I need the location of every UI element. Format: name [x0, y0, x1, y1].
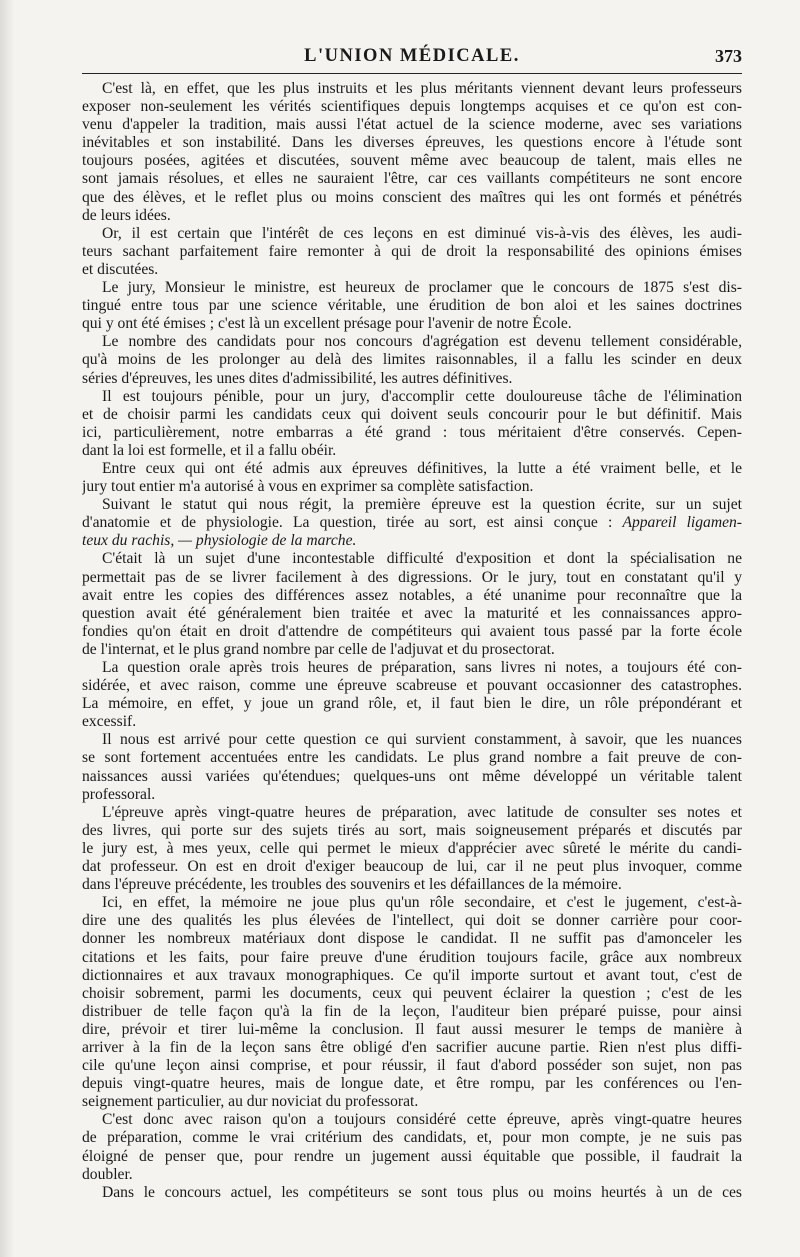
text-line: séries d'épreuves, les unes dites d'admissibilité, les autres définitives. — [82, 369, 513, 387]
text-line: teurs sachant parfaitement faire remonter à qui de droit la responsabilité des opinions émises — [82, 242, 742, 260]
text-line: question avait été généralement bien traitée et avec la maturité et les connaissances appro- — [82, 604, 742, 622]
text-line: des livres, qui porte sur des sujets tirés au sort, mais soigneusement préparés et discutés par — [82, 821, 742, 839]
text-line: toujours posées, agitées et discutées, souvent même avec beaucoup de talent, mais elles ne — [82, 152, 742, 170]
text-line: naissances aussi variées qu'étendues; quelques-uns ont même développé un véritable talent — [82, 767, 742, 785]
text-line: ici, particulièrement, notre embarras a été grand : tous méritaient d'être conservés. Cepen- — [82, 423, 742, 441]
header-rule — [82, 73, 742, 74]
text-line: seignement particulier, au dur noviciat du professorat. — [82, 1093, 419, 1111]
text-line: Le nombre des candidats pour nos concours d'agrégation est devenu tellement considérable, — [102, 333, 742, 351]
text-line: Suivant le statut qui nous régit, la première épreuve est la question écrite, sur un sujet — [102, 496, 742, 514]
body-text — [82, 80, 742, 1202]
text-line: de préparation, comme le vrai critérium des candidats, et, pour mon compte, je ne suis pas — [82, 1129, 742, 1147]
running-head: L'UNION MÉDICALE. — [304, 46, 520, 66]
text-line: sont jamais résolues, et elles ne sauraient l'être, car ces vaillants compétiteurs ne sont encore — [82, 170, 742, 188]
text-line: Ici, en effet, la mémoire ne joue plus qu'un rôle secondaire, et c'est le jugement, c'est-à- — [102, 894, 742, 912]
text-line: C'est là, en effet, que les plus instruits et les plus méritants viennent devant leurs professeurs — [102, 80, 742, 97]
text-line: tingué entre tous par une science véritable, une érudition de bon aloi et les saines doctrines — [82, 297, 742, 315]
text-line: et discutées. — [82, 260, 159, 278]
text-line: professoral. — [82, 785, 156, 803]
text-line: dans l'épreuve précédente, les troubles des souvenirs et les défaillances de la mémoire. — [82, 876, 622, 894]
text-line: choisir sobrement, parmi les documents, ceux qui peuvent éclairer la question ; c'est de les — [82, 984, 742, 1002]
text-line: La question orale après trois heures de préparation, sans livres ni notes, a toujours été con- — [102, 659, 742, 676]
text-line: arriver à la fin de la leçon sans être obligé d'en sacrifier aucune partie. Rien n'est plus diffi- — [82, 1038, 742, 1056]
text-line: et de choisir parmi les candidats ceux qui doivent seuls concourir pour le but définitif. Mais — [82, 405, 742, 423]
text-line: inévitables et son instabilité. Dans les diverses épreuves, les questions encore à l'étude sont — [82, 134, 742, 152]
text-line: avait entre les copies des différences assez notables, a été unanime pour reconnaître que la — [82, 586, 742, 604]
text-line: distribuer de telle façon qu'à la fin de la leçon, l'auditeur bien préparé puisse, pour ainsi — [82, 1002, 742, 1020]
text-line: fondies qu'on était en droit d'attendre de compétiteurs qui avaient tous passé par la forte école — [82, 622, 742, 640]
text-line: de l'internat, et le plus grand nombre par celle de l'adjuvat et du prosectorat. — [82, 640, 555, 658]
page-number: 373 — [715, 46, 742, 66]
text-line: depuis vingt-quatre heures, mais de longue date, et être rompu, par les conférences ou l'en- — [82, 1075, 742, 1093]
italic-title: Appareil ligamen- — [622, 514, 742, 532]
text-line: C'était là un sujet d'une incontestable difficulté d'exposition et dont la spécialisation ne — [102, 550, 742, 568]
text-line: venu d'appeler la tradition, mais aussi l'état actuel de la science moderne, avec ses variations — [82, 116, 742, 134]
text-line: le jury est, à mes yeux, celle qui permet le mieux d'apprécier avec sûreté le mérite du candi- — [82, 839, 742, 857]
text-line: Le jury, Monsieur le ministre, est heureux de proclamer que le concours de 1875 s'est dis- — [102, 279, 742, 297]
text-line: Dans le concours actuel, les compétiteurs se sont tous plus ou moins heurtés à un de ces — [102, 1183, 742, 1201]
text-line: Il est toujours pénible, pour un jury, d'accomplir cette douloureuse tâche de l'élimination — [102, 387, 742, 405]
text-line: citations et les faits, pour faire preuve d'une érudition toujours facile, grâce aux nombreux — [82, 948, 742, 966]
text-line: d'anatomie et de physiologie. La question, tirée au sort, est ainsi conçue : Appareil ligamen- — [82, 514, 742, 532]
text-line: L'épreuve après vingt-quatre heures de préparation, avec latitude de consulter ses notes et — [102, 803, 742, 821]
text-line: éloigné de penser que, pour rendre un jugement aussi équitable que possible, il faudrait la — [82, 1147, 742, 1165]
text-line: Entre ceux qui ont été admis aux épreuves définitives, la lutte a été vraiment belle, et le — [102, 459, 742, 477]
text-line: jury tout entier m'a autorisé à vous en exprimer sa complète satisfaction. — [82, 478, 534, 496]
text-line: dictionnaires et aux travaux monographiques. Ce qu'il importe surtout et avant tout, c'est de — [82, 966, 742, 984]
text-line: dire une des qualités les plus élevées de l'intellect, qui doit se donner carrière pour coor- — [82, 912, 742, 930]
text-line: sidérée, et avec raison, comme une épreuve scabreuse et pouvant occasionner des catastrophes. — [82, 677, 742, 695]
text-line: excessif. — [82, 713, 137, 731]
text-line: exposer non-seulement les vérités scientifiques depuis longtemps acquises et ce qu'on est con- — [82, 98, 742, 116]
text-line: cile qu'une leçon ainsi comprise, et pour réussir, il faut d'abord posséder son sujet, non pas — [82, 1057, 742, 1075]
page-header — [82, 44, 742, 72]
italic-title: teux du rachis, — physiologie de la marche. — [82, 532, 357, 550]
text-line: C'est donc avec raison qu'on a toujours considéré cette épreuve, après vingt-quatre heures — [102, 1111, 742, 1129]
text-line: que des élèves, et le reflet plus ou moins conscient des maîtres qui les ont formés et pénétrés — [82, 188, 742, 206]
text-line: qu'à moins de les prolonger au delà des limites raisonnables, il a fallu les scinder en deux — [82, 351, 742, 369]
text-line: se sont fortement accentuées entre les candidats. Le plus grand nombre a fait preuve de con- — [82, 749, 742, 767]
text-line — [82, 532, 742, 550]
text-line: de leurs idées. — [82, 206, 171, 224]
text-line: Il nous est arrivé pour cette question ce qui survient constamment, à savoir, que les nuances — [102, 731, 742, 749]
text-line: permettait pas de se livrer facilement à des digressions. Or le jury, tout en constatant qu'il y — [82, 568, 742, 586]
text-line: qui y ont été émises ; c'est là un excellent présage pour l'avenir de notre École. — [82, 315, 572, 333]
text-line: donner les nombreux matériaux dont dispose le candidat. Il ne suffit pas d'amonceler les — [82, 930, 742, 948]
text-line: dat professeur. On est en droit d'exiger beaucoup de lui, car il ne peut plus invoquer, comme — [82, 858, 742, 876]
text-line: doubler. — [82, 1165, 133, 1183]
text-line: Or, il est certain que l'intérêt de ces leçons en est diminué vis-à-vis des élèves, les audi- — [102, 224, 742, 242]
text-line: dire, prévoir et tirer lui-même la conclusion. Il faut aussi mesurer le temps de manière à — [82, 1020, 742, 1038]
text-line: La mémoire, en effet, y joue un grand rôle, et, il faut bien le dire, un rôle prépondérant et — [82, 695, 742, 713]
text-line: dant la loi est formelle, et il a fallu obéir. — [82, 441, 337, 459]
